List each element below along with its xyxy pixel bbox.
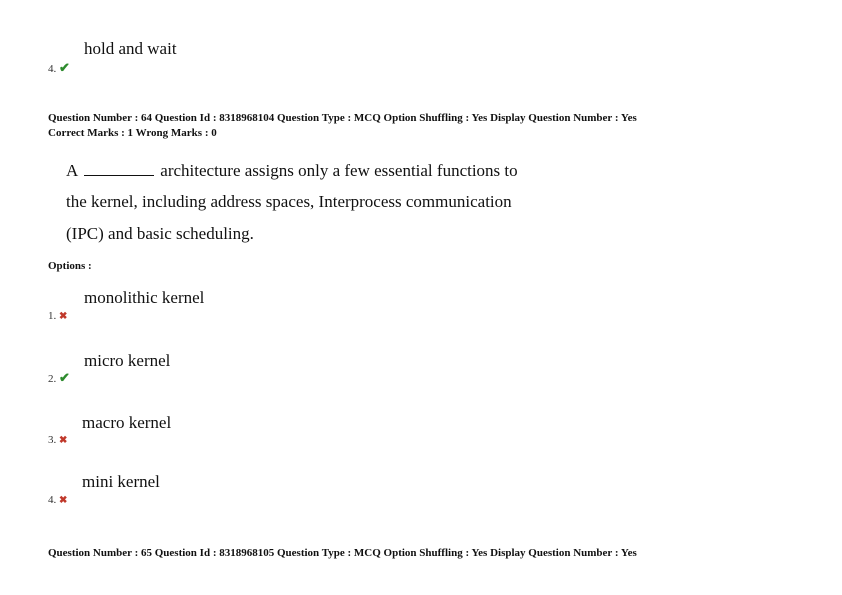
question-header: Question Number : 64 Question Id : 8318968104 Question Type : MCQ Option Shuffling : Yes Display Question Number : Yes [48,112,637,124]
cross-icon: ✖ [59,435,68,446]
option-4-marker [48,494,67,506]
option-4-text: mini kernel [82,472,160,491]
stem-prefix: A [66,161,79,180]
check-icon: ✔ [59,370,70,385]
option-3-text: macro kernel [82,413,172,432]
option-number: 1. [48,310,57,322]
stem-suffix: architecture assigns only a few essential functions to [160,161,518,180]
option-3-marker [48,434,67,446]
option-1-marker [48,310,67,322]
question-stem-line-1 [66,161,518,181]
option-1-text: monolithic kernel [84,288,205,307]
option-2-text: micro kernel [84,351,171,370]
marks-line: Correct Marks : 1 Wrong Marks : 0 [48,127,217,139]
options-label: Options : [48,260,92,272]
cross-icon: ✖ [59,495,68,506]
prev-option-4-text: hold and wait [84,39,177,58]
option-2-marker [48,370,70,386]
next-question-header: Question Number : 65 Question Id : 8318968105 Question Type : MCQ Option Shuffling : Yes Display Question Number : Yes [48,547,637,559]
option-number: 3. [48,434,57,446]
question-stem-line-3: (IPC) and basic scheduling. [66,224,254,243]
check-icon: ✔ [59,60,70,75]
option-number: 2. [48,373,57,385]
prev-option-4-number [48,60,70,76]
fill-in-blank [84,175,154,176]
question-stem-line-2: the kernel, including address spaces, Interprocess communication [66,192,512,211]
option-number: 4. [48,494,57,506]
cross-icon: ✖ [59,311,68,322]
option-number: 4. [48,63,57,75]
